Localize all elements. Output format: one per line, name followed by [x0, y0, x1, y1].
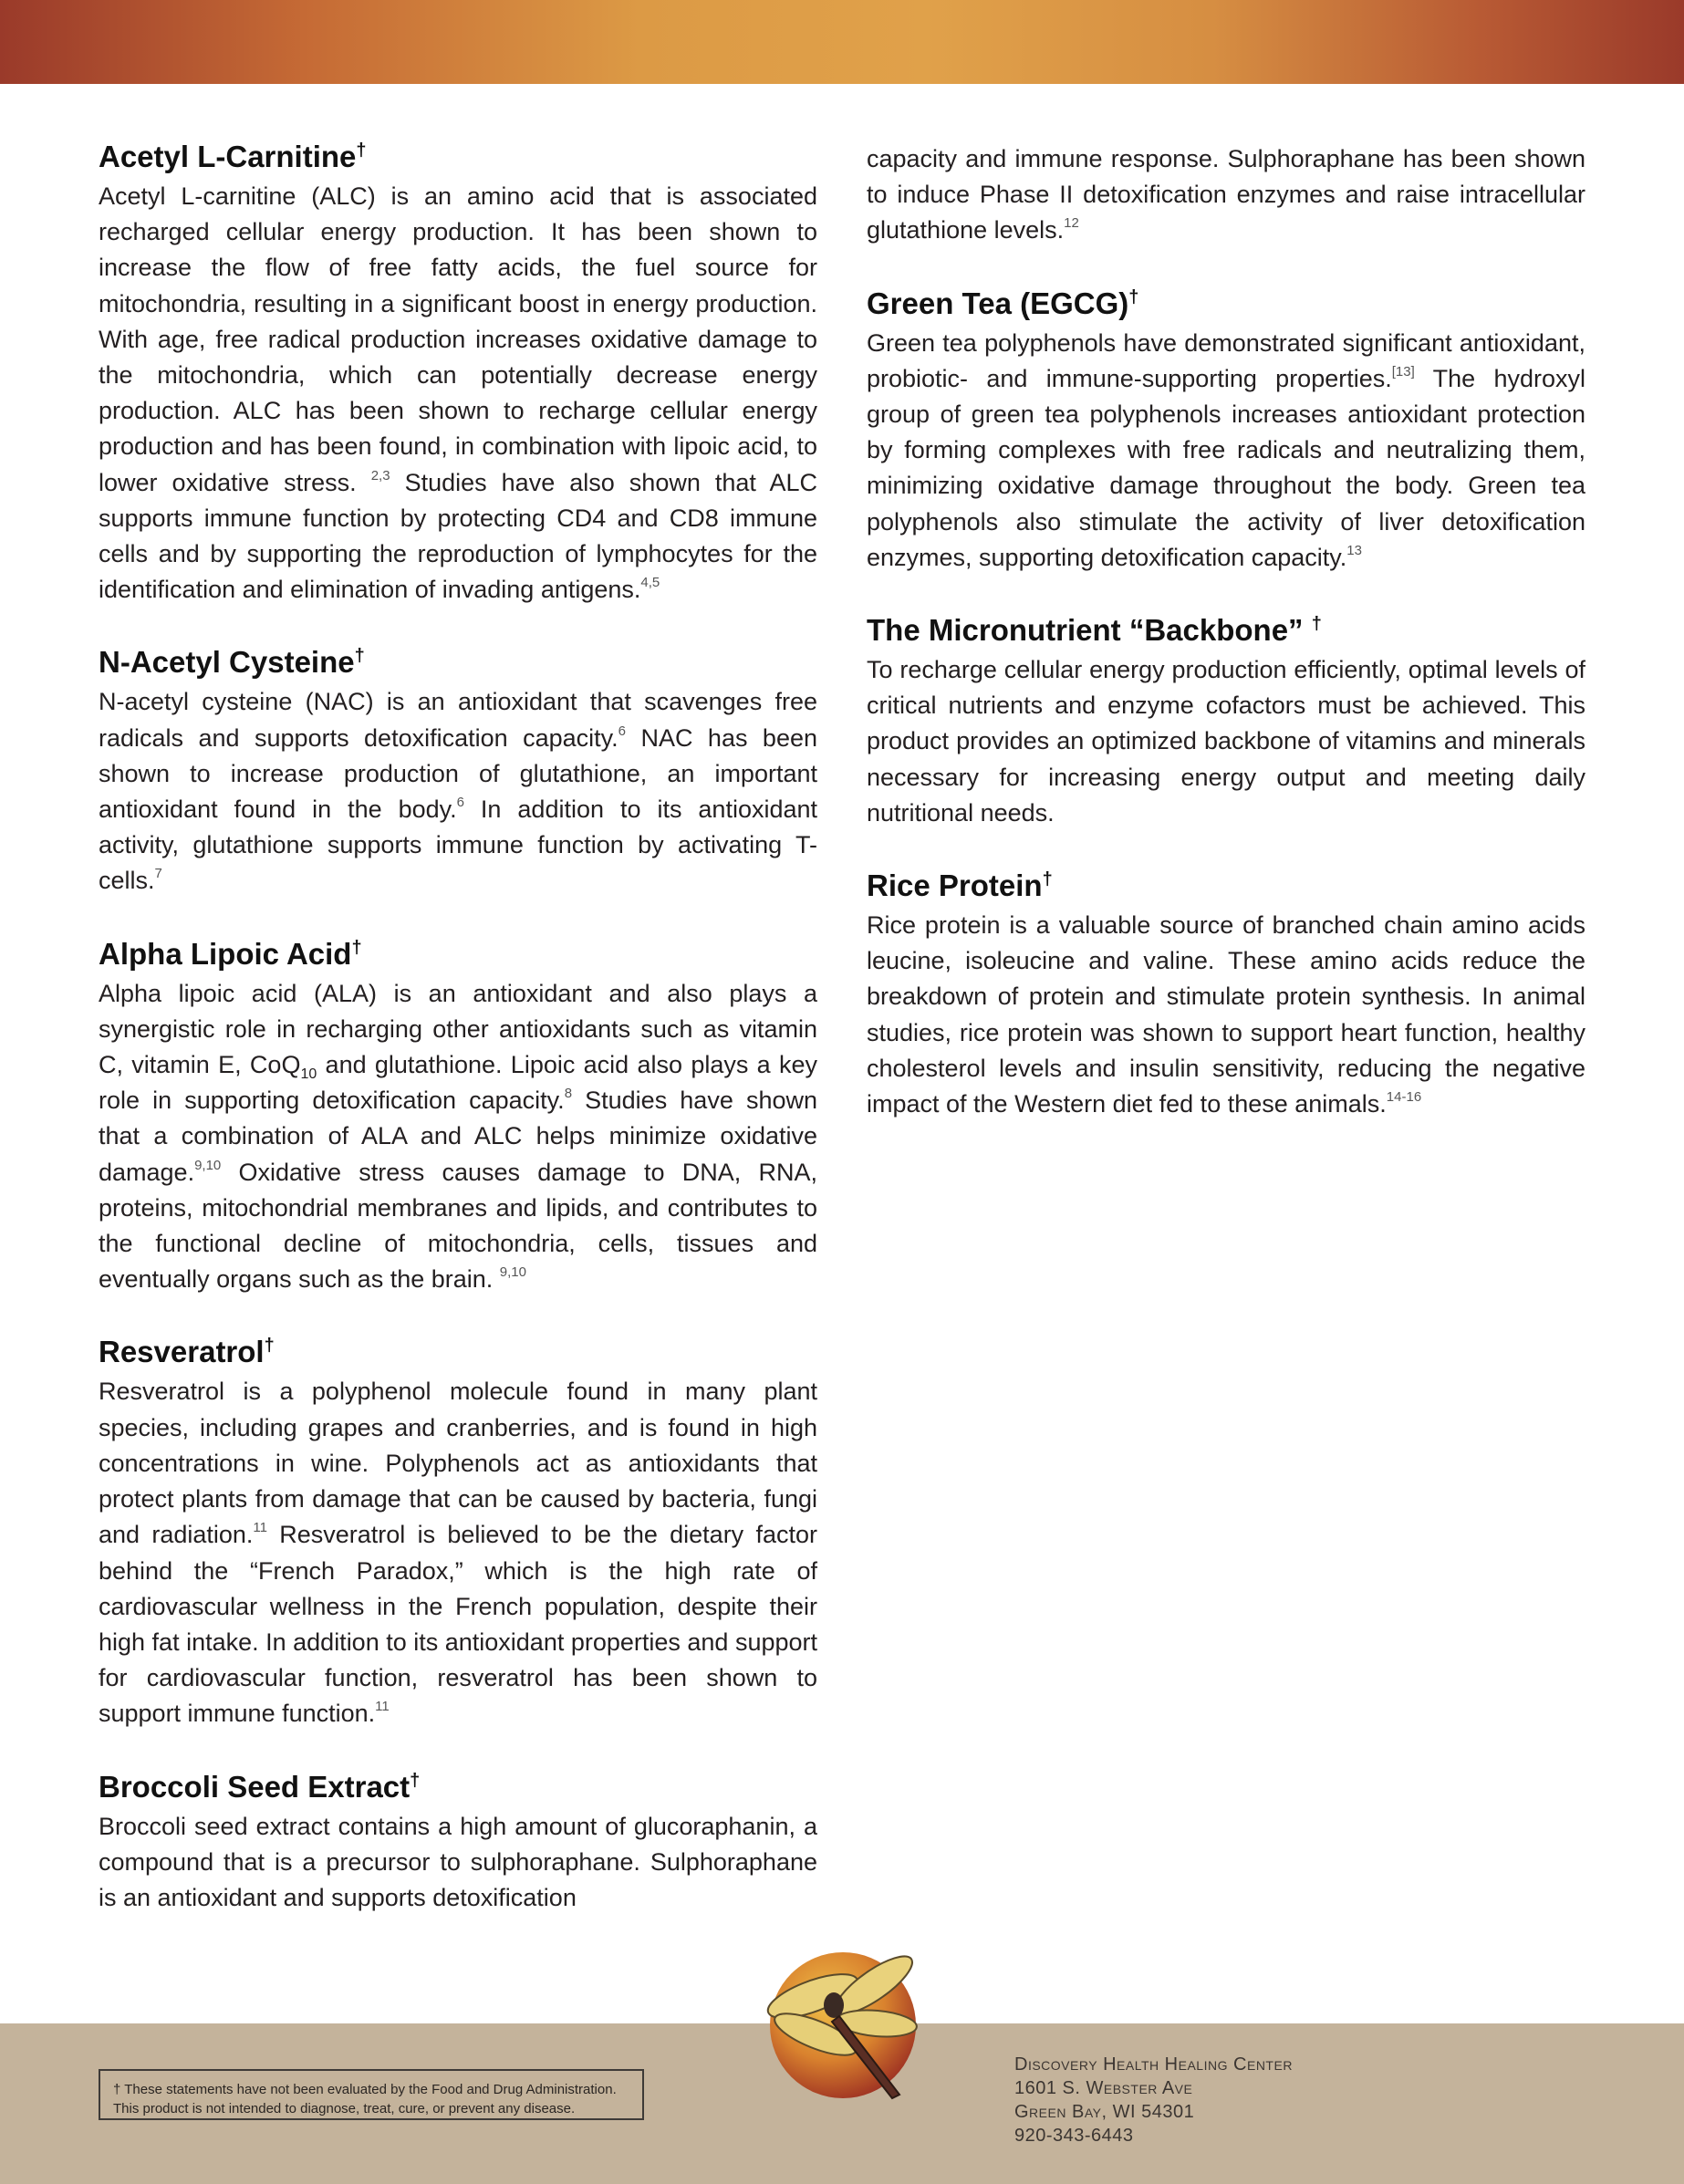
- fda-disclaimer-box: [99, 2069, 644, 2120]
- body-text: N-acetyl cysteine (NAC) is an antioxidant that scavenges free radicals and supports detoxification capacity.: [99, 688, 817, 752]
- dagger-mark: †: [1128, 286, 1139, 307]
- ingredient-section: [867, 610, 1585, 831]
- body-text: capacity and immune response. Sulphoraphane has been shown to induce Phase II detoxification enzymes and raise intracellular glutathione levels.: [867, 145, 1585, 244]
- section-heading-text: N-Acetyl Cysteine: [99, 645, 355, 680]
- section-body: [99, 1374, 817, 1732]
- phone-number: 920-343-6443: [1014, 2126, 1134, 2146]
- body-text: Resveratrol is believed to be the dietary factor behind the “French Paradox,” which is the high rate of cardiovascular wellness in the French population, despite their high fat intake. In addition to its antioxidant properties and support for cardiovascular function, resveratrol has been shown to support immune function.: [99, 1521, 818, 1728]
- section-heading-text: Rice Protein: [867, 868, 1043, 903]
- section-heading-text: Broccoli Seed Extract: [99, 1769, 411, 1804]
- top-decorative-band: [0, 0, 1684, 84]
- body-text: Green tea polyphenols have demonstrated significant antioxidant, probiotic- and immune-supporting properties.: [867, 328, 1585, 392]
- body-text: In addition to its antioxidant activity, glutathione supports immune function by activating T-cells.: [99, 796, 818, 895]
- reference-superscript: 8: [564, 1086, 573, 1102]
- body-text: Acetyl L-carnitine (ALC) is an amino acid that is associated recharged cellular energy production. It has been shown to increase the flow of free fatty acids, the fuel source for mitochondria, resulting in a significant boost in energy production. With age, free radical production increases oxidative damage to the mitochondria, which can potentially decrease energy production. ALC has been shown to recharge cellular energy production and has been found, in combination with lipoic acid, to lower oxidative stress.: [99, 182, 817, 496]
- section-heading-text: The Micronutrient “Backbone”: [867, 613, 1312, 648]
- left-column: [99, 137, 817, 1950]
- body-text: Rice protein is a valuable source of branched chain amino acids leucine, isoleucine and valine. These amino acids reduce the breakdown of protein and stimulate protein synthesis. In animal studies, rice protein was shown to support heart function, healthy cholesterol levels and insulin sensitivity, reducing the negative impact of the Western diet fed to these animals.: [867, 911, 1585, 1118]
- dagger-mark: †: [1042, 869, 1053, 890]
- dagger-mark: †: [351, 937, 362, 958]
- street-address: 1601 S. Webster Ave: [1014, 2078, 1193, 2098]
- body-text: Resveratrol is a polyphenol molecule found in many plant species, including grapes and cranberries, and is found in high concentrations in wine. Polyphenols act as antioxidants that protect plants from damage that can be caused by bacteria, fungi and radiation.: [99, 1378, 817, 1549]
- reference-superscript: [13]: [1391, 363, 1415, 380]
- body-text: The hydroxyl group of green tea polyphenols increases antioxidant protection by forming complexes with free radicals and neutralizing them, minimizing oxidative damage throughout the body. Green tea polyphenols also stimulate the activity of liver detoxification enzymes, supporting detoxification capacity.: [867, 364, 1586, 571]
- disclaimer-line: This product is not intended to diagnose, treat, cure, or prevent any disease.: [113, 2101, 576, 2116]
- ingredient-section: [99, 1767, 817, 1917]
- address-block: [1014, 2053, 1293, 2148]
- reference-superscript: 2,3: [370, 467, 390, 484]
- body-text: Alpha lipoic acid (ALA) is an antioxidant and also plays a synergistic role in recharging other antioxidants such as vitamin C, vitamin E, CoQ: [99, 979, 817, 1079]
- body-text: To recharge cellular energy production efficiently, optimal levels of critical nutrients and enzyme cofactors must be achieved. This product provides an optimized backbone of vitamins and minerals necessary for increasing energy output and meeting daily nutritional needs.: [867, 656, 1585, 827]
- body-text: Studies have shown that a combination of ALA and ALC helps minimize oxidative damage.: [99, 1087, 817, 1186]
- body-text: Broccoli seed extract contains a high amount of glucoraphanin, a compound that is a precursor to sulphoraphane. Sulphoraphane is an antioxidant and supports detoxification: [99, 1812, 817, 1911]
- ingredient-section: [99, 934, 817, 1298]
- dagger-mark: †: [356, 140, 367, 161]
- body-text: Studies have also shown that ALC supports immune function by protecting CD4 and CD8 immune cells and by supporting the reproduction of lymphocytes for the identification and elimination of invading antigens.: [99, 468, 817, 604]
- section-body: [867, 652, 1585, 831]
- ingredient-section: [867, 866, 1585, 1122]
- section-heading-text: Resveratrol: [99, 1335, 265, 1369]
- dagger-mark: †: [264, 1336, 275, 1357]
- reference-superscript: 6: [618, 723, 626, 739]
- section-heading: [99, 1332, 817, 1372]
- ingredient-section: [99, 1332, 817, 1732]
- reference-superscript: 9,10: [499, 1264, 526, 1281]
- section-heading: [867, 866, 1585, 906]
- section-heading: [99, 1767, 817, 1807]
- section-heading-text: Acetyl L-Carnitine: [99, 140, 357, 173]
- dagger-mark: †: [1311, 614, 1322, 635]
- ingredient-section: [867, 284, 1585, 576]
- body-text: Oxidative stress causes damage to DNA, RNA, proteins, mitochondrial membranes and lipids, and contributes to the functional decline of mitochondria, cells, tissues and eventually organs such as the brain.: [99, 1158, 817, 1294]
- right-column: [867, 141, 1585, 1157]
- section-body: [99, 976, 817, 1298]
- section-body: [867, 908, 1585, 1122]
- reference-superscript: 14-16: [1386, 1089, 1422, 1106]
- reference-superscript: 11: [253, 1520, 267, 1536]
- dagger-mark: †: [410, 1770, 421, 1791]
- reference-superscript: 4,5: [640, 575, 660, 591]
- disclaimer-line: † These statements have not been evaluated by the Food and Drug Administration.: [113, 2082, 617, 2097]
- center-name: Discovery Health Healing Center: [1014, 2054, 1293, 2075]
- section-body: [99, 684, 817, 899]
- section-heading: [867, 284, 1585, 324]
- section-heading: [99, 934, 817, 974]
- reference-superscript: 7: [154, 866, 162, 882]
- section-body: [867, 141, 1585, 249]
- reference-superscript: 11: [375, 1699, 390, 1715]
- section-heading: [99, 137, 817, 177]
- ingredient-section: [99, 642, 817, 899]
- section-body: [867, 326, 1585, 576]
- section-heading: [99, 642, 817, 682]
- reference-superscript: 13: [1346, 542, 1362, 558]
- reference-superscript: 9,10: [194, 1157, 222, 1173]
- dragonfly-icon: [763, 1941, 923, 2102]
- section-heading-text: Green Tea (EGCG): [867, 286, 1129, 320]
- section-body: [99, 1809, 817, 1917]
- section-body: [99, 179, 817, 608]
- ingredient-section: [867, 141, 1585, 249]
- ingredient-section: [99, 137, 817, 608]
- reference-superscript: 12: [1064, 215, 1079, 232]
- section-heading-text: Alpha Lipoic Acid: [99, 936, 352, 971]
- dagger-mark: †: [354, 646, 365, 667]
- reference-superscript: 6: [456, 795, 464, 811]
- city-state-zip: Green Bay, WI 54301: [1014, 2102, 1195, 2122]
- section-heading: [867, 610, 1585, 650]
- subscript: 10: [300, 1066, 317, 1083]
- body-text: NAC has been shown to increase production of glutathione, an important antioxidant found in the body.: [99, 723, 817, 824]
- body-text: and glutathione. Lipoic acid also plays a key role in supporting detoxification capacity.: [99, 1051, 817, 1115]
